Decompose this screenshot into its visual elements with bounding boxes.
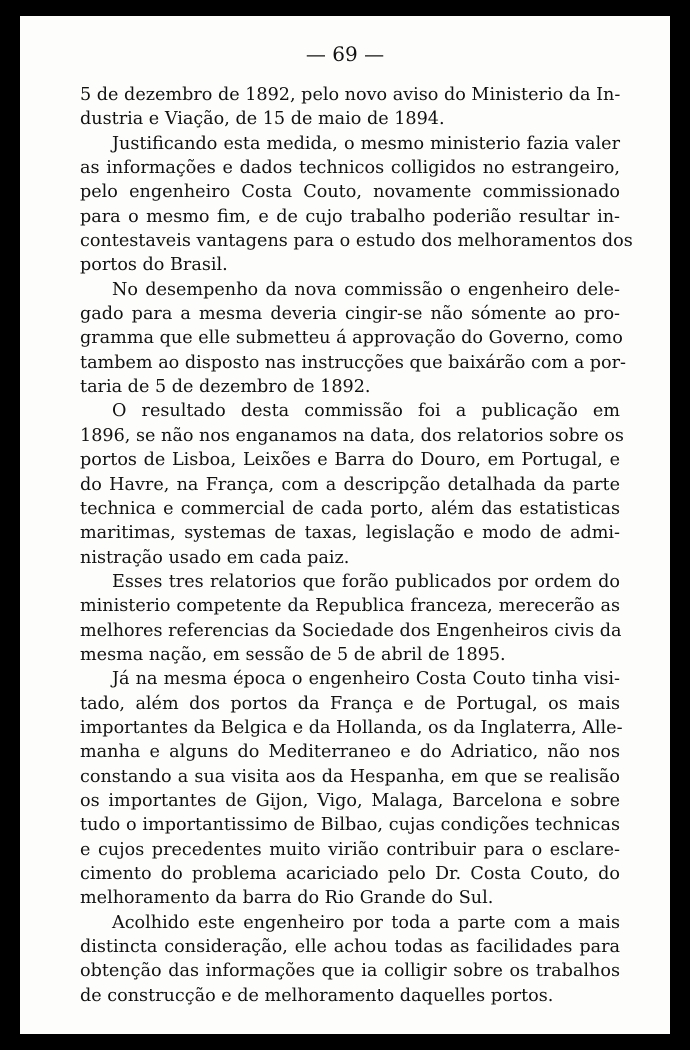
paragraph [80, 83, 620, 132]
text-line: mesma nação, em sessão de 5 de abril de 1895. [80, 644, 506, 665]
text-line: No desempenho da nova commissão o engenheiro dele- [112, 279, 620, 300]
paragraph [80, 399, 624, 569]
text-line: 1896, se não nos enganamos na data, dos relatorios sobre os [80, 425, 624, 446]
text-line: cimento do problema acariciado pelo Dr. Costa Couto, do [80, 864, 620, 884]
paragraph [80, 278, 626, 400]
text-line: technica e commercial de cada porto, além das estatisticas [80, 498, 620, 519]
text-line: portos de Lisboa, Leixões e Barra do Douro, em Portugal, e [80, 450, 620, 471]
text-line: Esses tres relatorios que forão publicados por ordem do [112, 571, 620, 592]
text-line: dustria e Viação, de 15 de maio de 1894. [80, 109, 445, 130]
text-line: importantes da Belgica e da Hollanda, os da Inglaterra, Alle- [80, 717, 623, 738]
text-line: portos do Brasil. [80, 255, 228, 276]
text-line: Acolhido este engenheiro por toda a parte com a mais [112, 912, 620, 933]
paragraph [80, 570, 620, 667]
text-line: maritimas, systemas de taxas, legislação e modo de admi- [80, 523, 620, 544]
text-line: pelo engenheiro Costa Couto, novamente commissionado [80, 182, 620, 203]
paragraph [80, 132, 633, 278]
body-text [80, 83, 633, 1008]
text-line: ministerio competente da Republica franceza, merecerão as [80, 596, 620, 617]
text-line: constando a sua visita aos da Hespanha, em que se realisão [80, 766, 620, 787]
text-line: gado para a mesma deveria cingir-se não sómente ao pro- [80, 304, 620, 325]
paragraph [80, 911, 620, 1008]
text-line: para o mesmo fim, e de cujo trabalho poderião resultar in- [80, 206, 620, 227]
text-line: as informações e dados technicos colligidos no estrangeiro, [80, 158, 620, 179]
text-line: tudo o importantissimo de Bilbao, cujas condições technicas [80, 815, 620, 836]
text-line: O resultado desta commissão foi a publicação em [112, 401, 620, 422]
text-line: melhoramento da barra do Rio Grande do Sul. [80, 888, 494, 909]
text-line: e cujos precedentes muito virião contribuir para o esclare- [80, 839, 620, 860]
text-line: taria de 5 de dezembro de 1892. [80, 377, 371, 398]
paragraph [80, 667, 623, 910]
text-line: os importantes de Gijon, Vigo, Malaga, Barcelona e sobre [80, 790, 620, 811]
page-number: — 69 — [305, 42, 385, 66]
text-line: manha e alguns do Mediterraneo e do Adriatico, não nos [80, 742, 620, 763]
text-line: distincta consideração, elle achou todas as facilidades para [80, 937, 620, 958]
text-line: obtenção das informações que ia colligir sobre os trabalhos [80, 961, 620, 982]
text-line: nistração usado em cada paiz. [80, 547, 350, 568]
text-line: tambem ao disposto nas instrucções que baixárão com a por- [80, 352, 626, 373]
text-line: tado, além dos portos da França e de Portugal, os mais [80, 693, 620, 714]
text-line: Já na mesma época o engenheiro Costa Couto tinha visi- [112, 669, 620, 690]
text-line: gramma que elle submetteu á approvação do Governo, como [80, 328, 623, 349]
text-line: 5 de dezembro de 1892, pelo novo aviso do Ministerio da In- [80, 85, 621, 105]
text-line: Justificando esta medida, o mesmo ministerio fazia valer [112, 133, 620, 154]
text-line: de construcção e de melhoramento daquelles portos. [80, 985, 554, 1006]
text-line: do Havre, na França, com a descripção detalhada da parte [80, 474, 620, 495]
book-page [20, 16, 670, 1034]
text-line: contestaveis vantagens para o estudo dos melhoramentos dos [80, 231, 633, 252]
text-line: melhores referencias da Sociedade dos Engenheiros civis da [80, 620, 622, 641]
